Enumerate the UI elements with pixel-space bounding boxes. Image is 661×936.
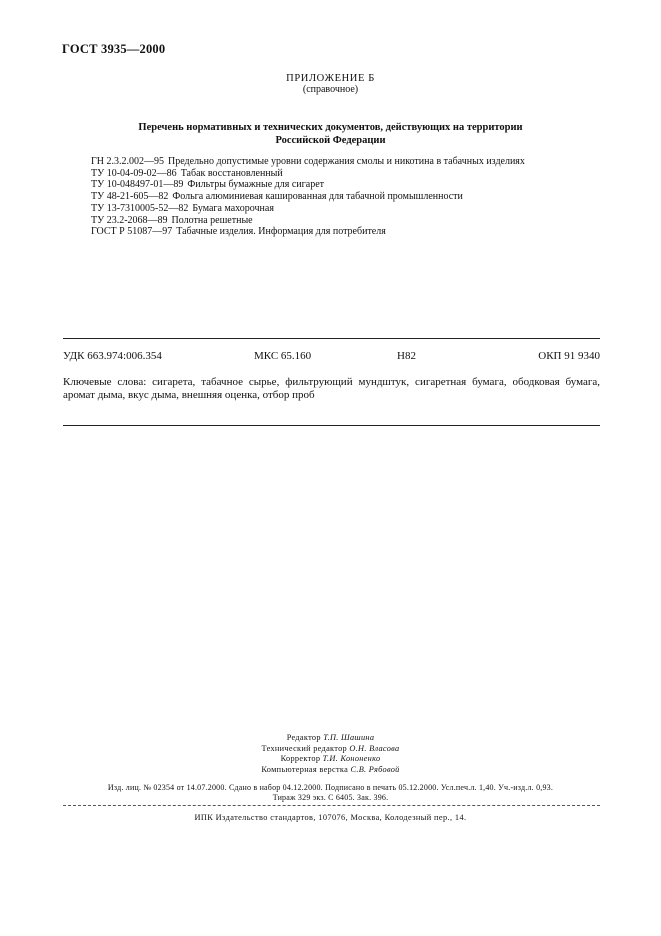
section-title-line-2: Российской Федерации	[275, 135, 386, 146]
corrector-name: Т.И. Кононенко	[322, 754, 381, 764]
document-title: Фольга алюминиевая кашированная для табачной промышленности	[172, 191, 463, 203]
document-code: ТУ 10-04-09-02—86	[91, 167, 177, 179]
list-item	[91, 215, 525, 227]
list-item	[91, 168, 525, 180]
editor-name: Т.П. Шашина	[323, 733, 375, 742]
document-title: Бумага махорочная	[192, 202, 274, 214]
document-title: Предельно допустимые уровни содержания смолы и никотина в табачных изделиях	[168, 156, 525, 167]
editor-label: Редактор	[286, 733, 321, 742]
document-code: ТУ 48-21-605—82	[91, 191, 169, 203]
publication-line-1: Изд. лиц. № 02354 от 14.07.2000. Сдано в набор 04.12.2000. Подписано в печать 05.12.2000. Усл.печ.л. 1,40. Уч.-изд.л. 0,93.	[107, 783, 554, 792]
document-code: ТУ 13-7310005-52—82	[91, 202, 189, 214]
corrector-label: Корректор	[280, 754, 321, 764]
publication-info	[0, 783, 661, 803]
tech-editor-line	[0, 744, 661, 755]
document-code: ТУ 10-048497-01—89	[91, 179, 184, 191]
top-divider	[63, 338, 600, 339]
standard-code: ГОСТ 3935—2000	[62, 42, 166, 56]
appendix-note: (справочное)	[302, 84, 359, 95]
section-title	[80, 121, 581, 147]
layout-label: Компьютерная верстка	[261, 764, 349, 774]
list-item	[91, 156, 525, 168]
editor-line	[0, 733, 661, 744]
imprint	[0, 733, 661, 775]
group-code: Н82	[397, 350, 416, 362]
document-code: ГОСТ Р 51087—97	[91, 226, 173, 238]
section-title-line-1: Перечень нормативных и технических документов, действующих на территории	[138, 122, 523, 133]
bottom-divider	[63, 425, 600, 426]
keywords: Ключевые слова: сигарета, табачное сырье, фильтрующий мундштук, сигаретная бумага, ободковая бумага, аромат дыма, вкус дыма, внешняя оценка, отбор проб	[63, 376, 600, 401]
document-list	[91, 156, 525, 238]
list-item	[91, 203, 525, 215]
document-title: Фильтры бумажные для сигарет	[187, 179, 324, 191]
document-title: Табак восстановленный	[180, 167, 283, 179]
appendix-title: ПРИЛОЖЕНИЕ Б	[286, 73, 375, 84]
tech-editor-name: О.Н. Власова	[349, 743, 400, 753]
document-title: Полотна решетные	[171, 214, 253, 226]
classification-row	[63, 350, 600, 364]
layout-name: С.В. Рябовой	[350, 764, 400, 774]
document-code: ТУ 23.2-2068—89	[91, 214, 168, 226]
publisher-info: ИПК Издательство стандартов, 107076, Москва, Колодезный пер., 14.	[194, 813, 467, 822]
mks-code: МКС 65.160	[254, 350, 312, 362]
publication-line-2: Тираж 329 экз. С 6405. Зак. 396.	[272, 793, 389, 802]
document-code: ГН 2.3.2.002—95	[91, 156, 165, 167]
tech-editor-label: Технический редактор	[261, 743, 347, 753]
okp-code: ОКП 91 9340	[538, 350, 600, 362]
layout-line	[0, 765, 661, 776]
udk-code: УДК 663.974:006.354	[63, 350, 162, 362]
corrector-line	[0, 754, 661, 765]
list-item	[91, 191, 525, 203]
dashed-divider	[63, 805, 600, 806]
list-item	[91, 226, 525, 238]
document-title: Табачные изделия. Информация для потребителя	[176, 226, 386, 238]
list-item	[91, 179, 525, 191]
